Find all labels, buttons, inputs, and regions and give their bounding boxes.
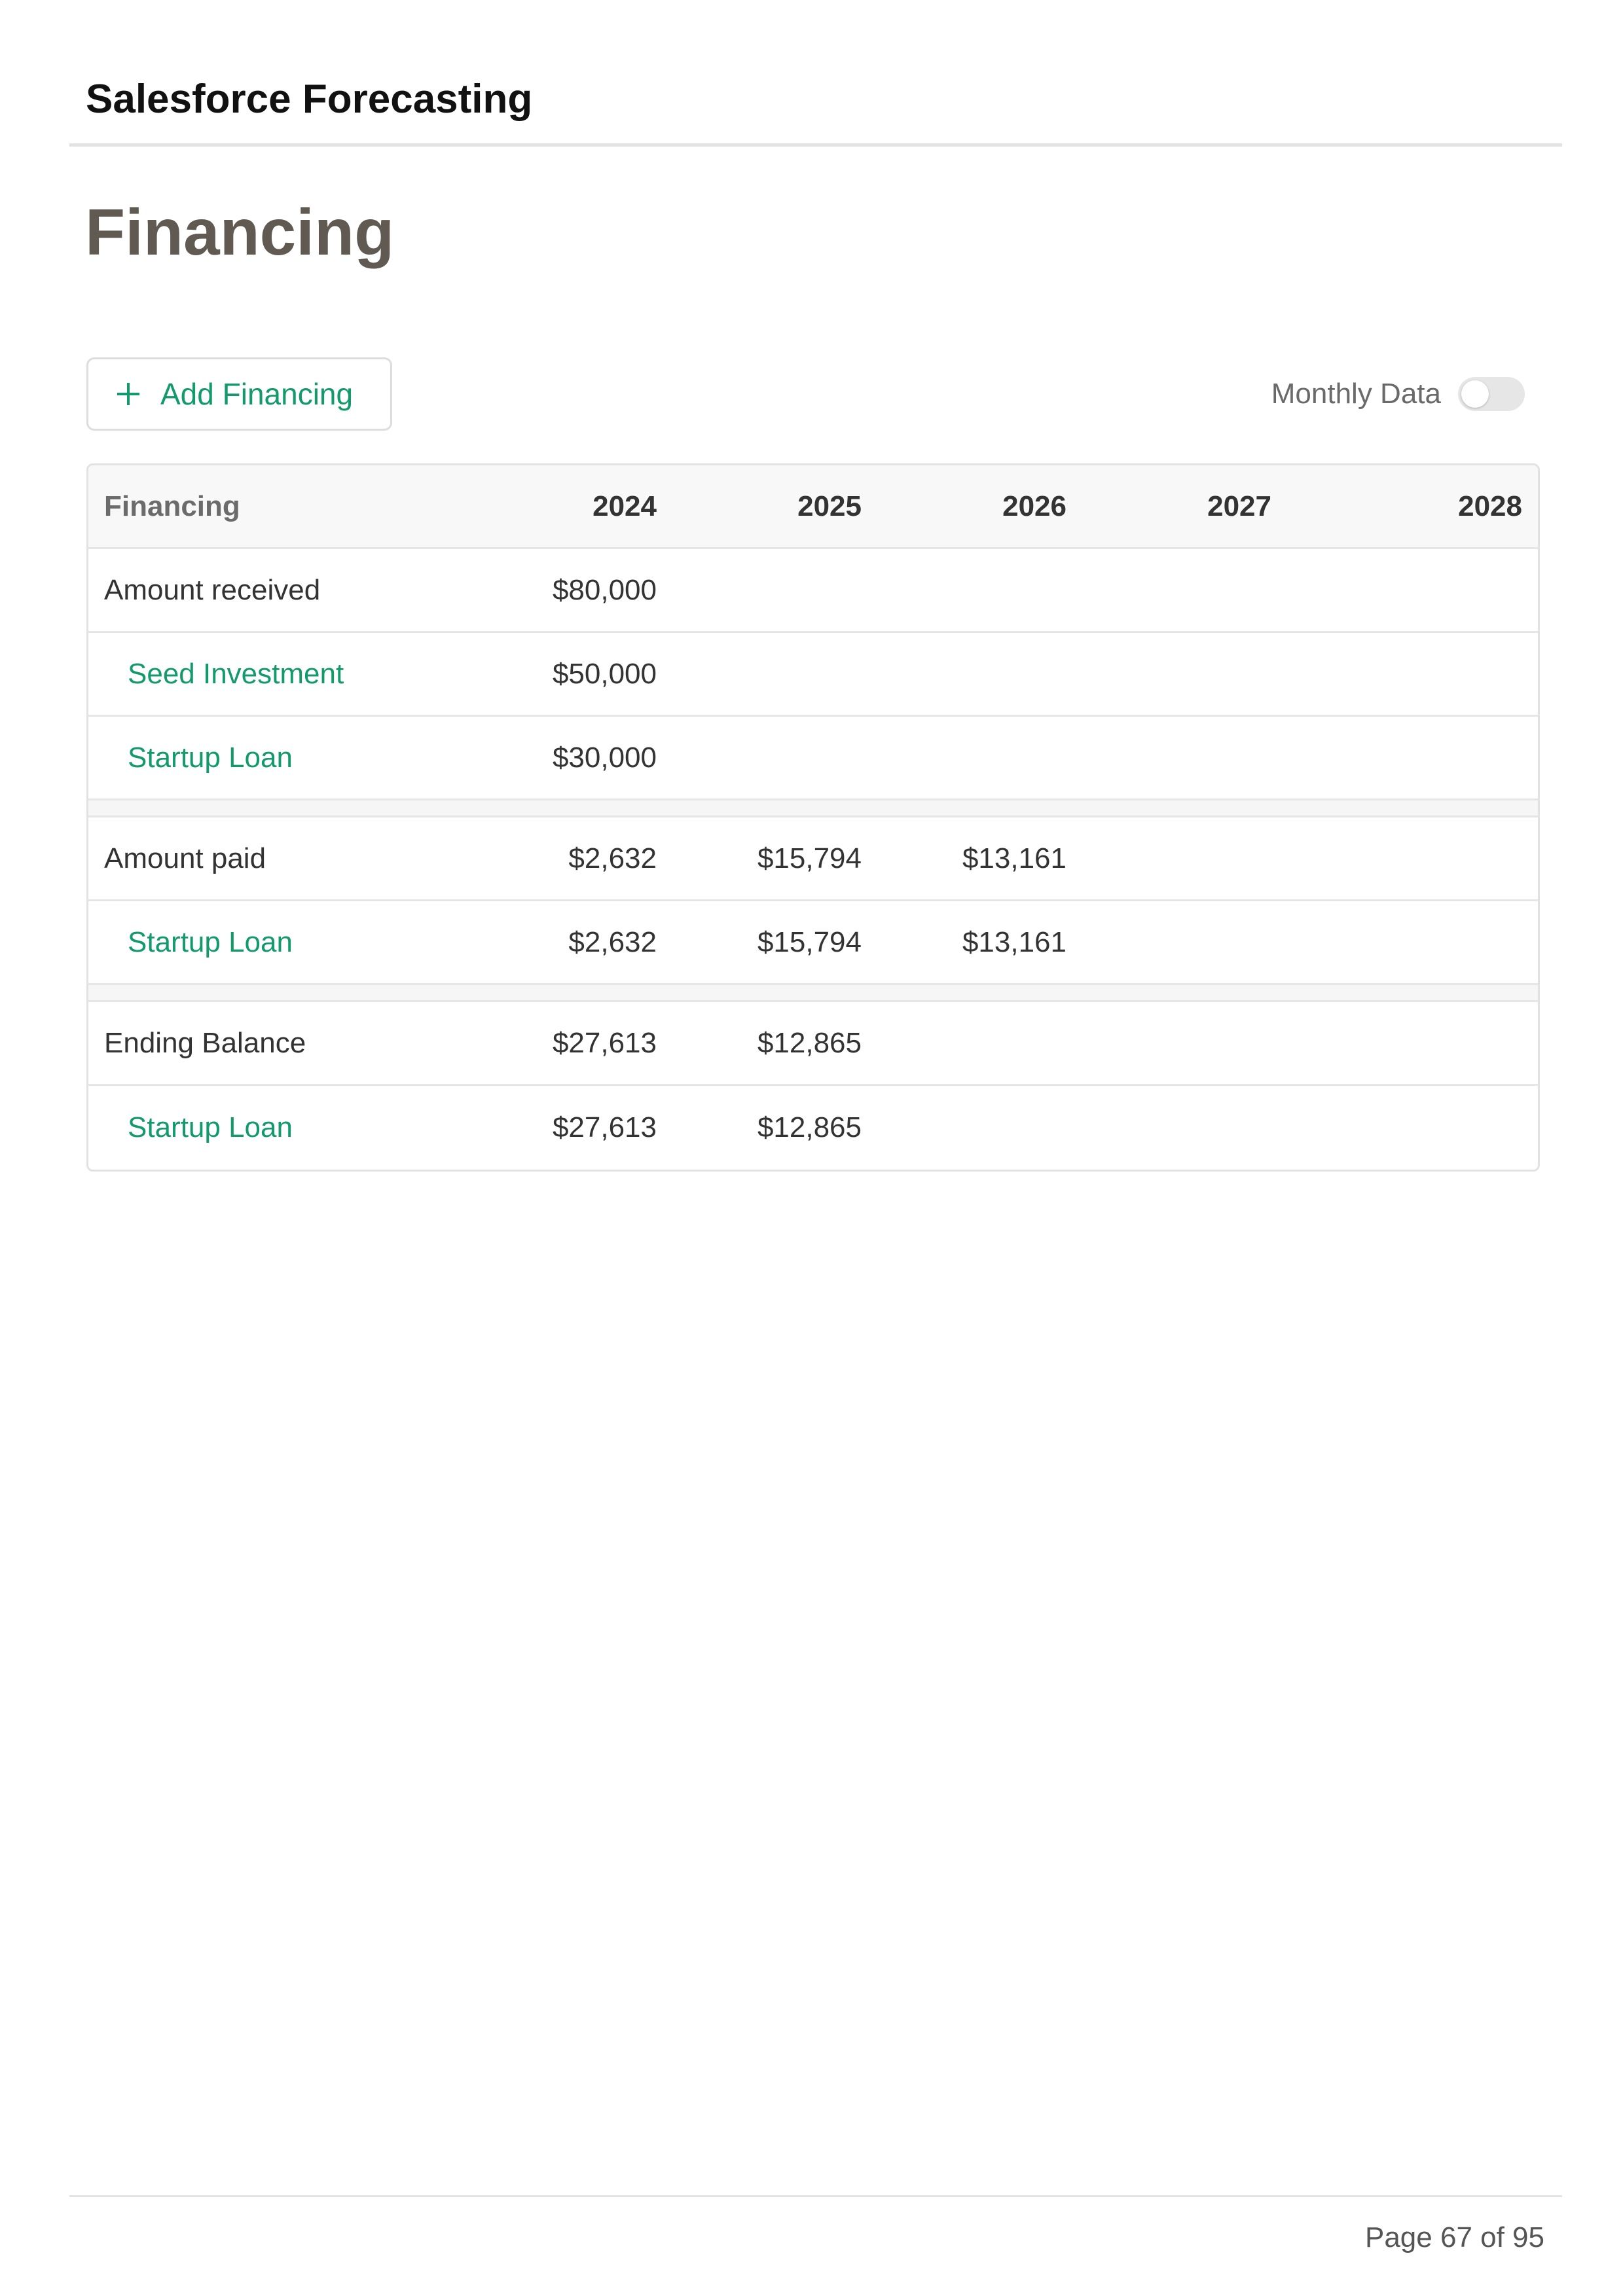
table-row-startup-loan-received[interactable] — [88, 717, 1538, 800]
monthly-data-toggle[interactable] — [1458, 377, 1525, 411]
add-financing-button[interactable] — [86, 357, 392, 431]
toggle-knob — [1461, 380, 1489, 408]
cell-2024: $2,632 — [568, 925, 657, 958]
cell-2024: $80,000 — [552, 573, 657, 606]
page-title: Financing — [85, 196, 395, 269]
monthly-data-control — [1271, 373, 1525, 415]
table-row-amount-received — [88, 549, 1538, 633]
document-title: Salesforce Forecasting — [86, 77, 533, 122]
table-row-startup-loan-balance[interactable] — [88, 1086, 1538, 1170]
column-header-2024: 2024 — [593, 490, 657, 522]
cell-2024: $30,000 — [552, 741, 657, 774]
table-header-row — [88, 465, 1538, 549]
table-row-amount-paid — [88, 817, 1538, 901]
cell-2025: $12,865 — [757, 1111, 862, 1143]
table-row-ending-balance — [88, 1002, 1538, 1086]
row-label-link[interactable]: Seed Investment — [128, 657, 344, 690]
cell-2024: $27,613 — [552, 1111, 657, 1143]
row-label-link[interactable]: Startup Loan — [128, 1111, 293, 1143]
cell-2025: $12,865 — [757, 1026, 862, 1059]
financing-table — [86, 463, 1540, 1172]
section-divider — [88, 800, 1538, 817]
column-header-2027: 2027 — [1207, 490, 1271, 522]
cell-2025: $15,794 — [757, 842, 862, 874]
document-footer-divider — [69, 2195, 1562, 2197]
add-financing-label: Add Financing — [160, 377, 354, 411]
column-header-2025: 2025 — [797, 490, 862, 522]
cell-2024: $27,613 — [552, 1026, 657, 1059]
plus-icon — [117, 383, 139, 405]
document-header — [69, 0, 1562, 147]
column-header-2028: 2028 — [1458, 490, 1522, 522]
row-label: Amount paid — [104, 842, 266, 874]
section-divider — [88, 985, 1538, 1002]
cell-2024: $50,000 — [552, 657, 657, 690]
table-row-seed-investment[interactable] — [88, 633, 1538, 717]
row-label-link[interactable]: Startup Loan — [128, 741, 293, 774]
cell-2026: $13,161 — [962, 842, 1067, 874]
row-label: Amount received — [104, 573, 321, 606]
row-label-link[interactable]: Startup Loan — [128, 925, 293, 958]
cell-2025: $15,794 — [757, 925, 862, 958]
monthly-data-label: Monthly Data — [1271, 378, 1441, 410]
column-header-financing: Financing — [104, 490, 240, 522]
row-label: Ending Balance — [104, 1026, 306, 1059]
column-header-2026: 2026 — [1002, 490, 1067, 522]
page-number: Page 67 of 95 — [1364, 2221, 1544, 2253]
cell-2024: $2,632 — [568, 842, 657, 874]
cell-2026: $13,161 — [962, 925, 1067, 958]
table-row-startup-loan-paid[interactable] — [88, 901, 1538, 985]
